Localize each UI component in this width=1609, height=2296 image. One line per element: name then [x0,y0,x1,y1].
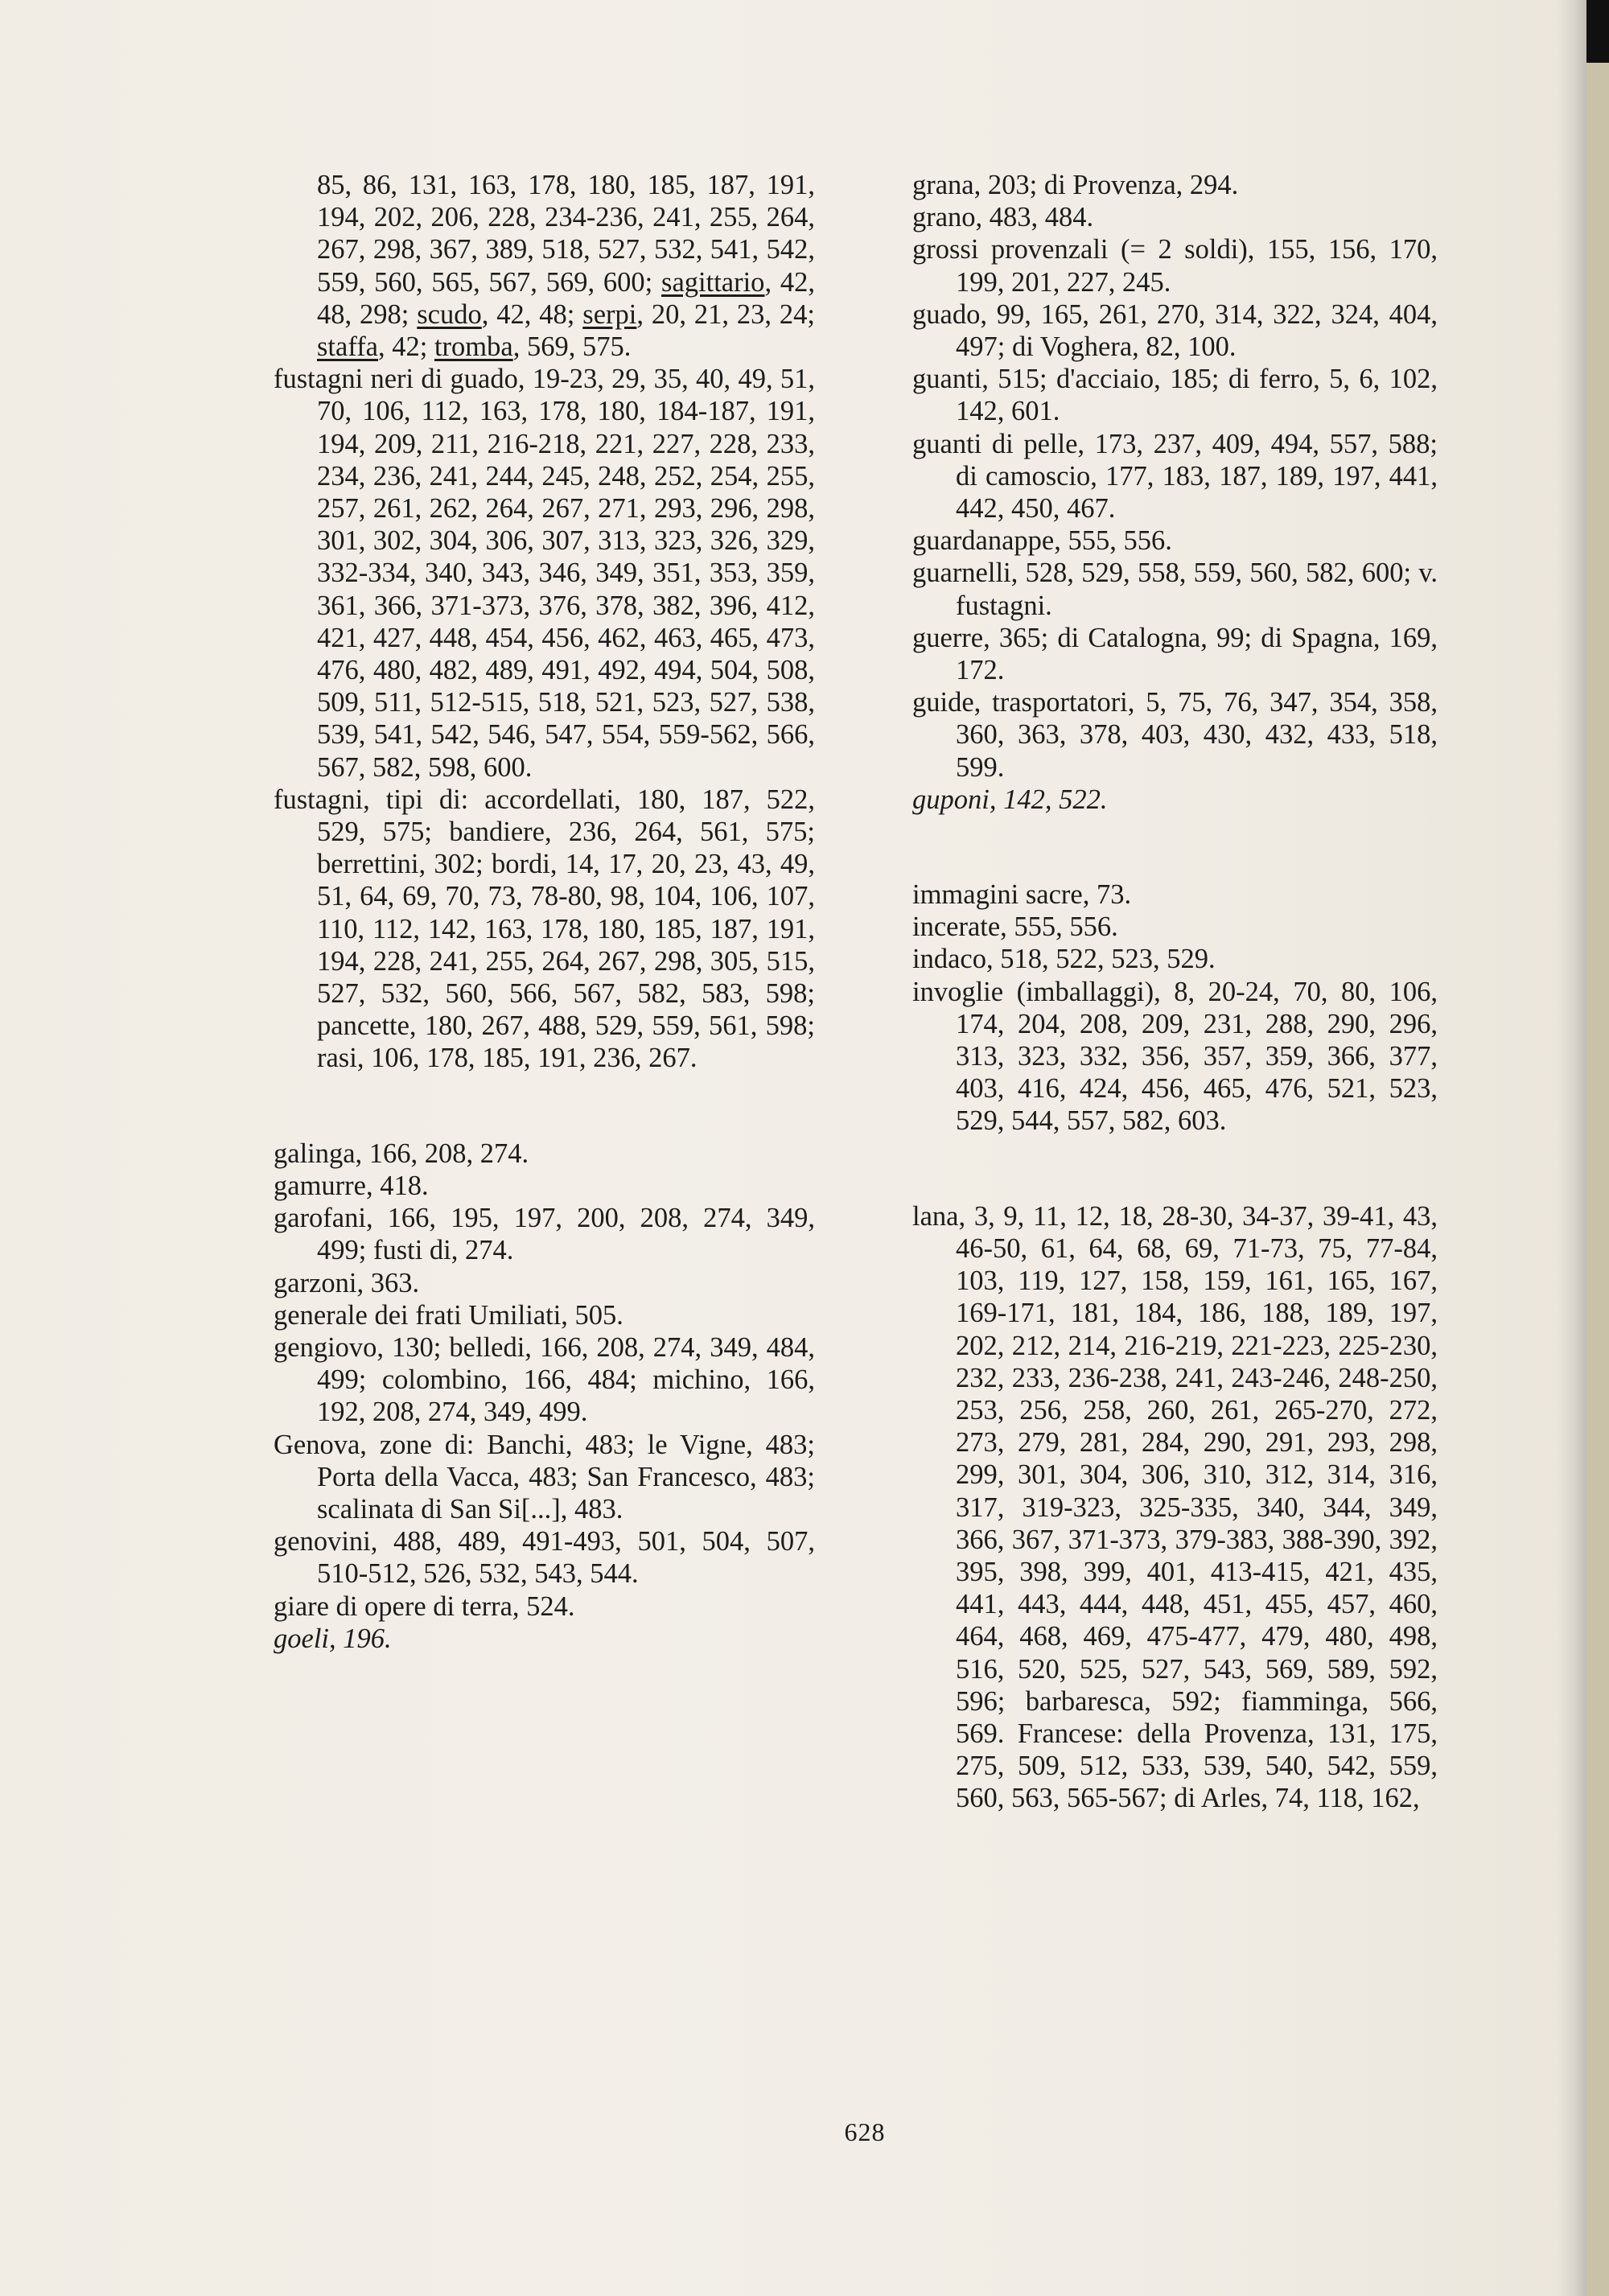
index-entry-grano: grano, 483, 484. [912,202,1094,233]
index-entry-giare: giare di opere di terra, 524. [274,1590,575,1622]
book-edge-dark-corner [1586,0,1609,63]
index-entry-indaco: indaco, 518, 522, 523, 529. [912,944,1216,975]
index-entry-incerate: incerate, 555, 556. [912,911,1118,943]
index-entry-guerre: guerre, 365; di Catalogna, 99; di Spagna, 169, 172. [912,622,1438,686]
index-entry-generale: generale dei frati Umiliati, 505. [274,1299,623,1331]
index-entry-fustagni-neri: fustagni neri di guado, 19-23, 29, 35, 40, 49, 51, 70, 106, 112, 163, 178, 180, 184-187, 191, 194, 209, 211, 216-218, 221, 227, 228, 233, 234, 236, 241, 244, 245, 248, 252, 254, 255, 257, 261, 262, 264, 267, 271, 293, 296, 298, 301, 302, 304, 306, 307, 313, 323, 326, 329, 332-334, 340, 343, 346, 349, 351, 353, 359, 361, 366, 371-373, 376, 378, 382, 396, 412, 421, 427, 448, 454, 456, 462, 463, 465, 473, 476, 480, 482, 489, 491, 492, 494, 504, 508, 509, 511, 512-515, 518, 521, 523, 527, 538, 539, 541, 542, 546, 547, 554, 559-562, 566, 567, 582, 598, 600. [274,364,815,783]
index-entry-lana: lana, 3, 9, 11, 12, 18, 28-30, 34-37, 39-41, 43, 46-50, 61, 64, 68, 69, 71-73, 75, 77-84, 103, 119, 127, 158, 159, 161, 165, 167, 169-171, 181, 184, 186, 188, 189, 197, 202, 212, 214, 216-219, 221-223, 225-230, 232, 233, 236-238, 241, 243-246, 248-250, 253, 256, 258, 260, 261, 265-270, 272, 273, 279, 281, 284, 290, 291, 293, 298, 299, 301, 304, 306, 310, 312, 314, 316, 317, 319-323, 325-335, 340, 344, 349, 366, 367, 371-373, 379-383, 388-390, 392, 395, 398, 399, 401, 413-415, 421, 435, 441, 443, 444, 448, 451, 455, 457, 460, 464, 468, 469, 475-477, 479, 480, 498, 516, 520, 525, 527, 543, 569, 589, 592, 596; barbaresca, 592; fiamminga, 566, 569. Francese: della Provenza, 131, 175, 275, 509, 512, 533, 539, 540, 542, 559, 560, 563, 565-567; di Arles, 74, 118, 162, [912,1200,1438,1814]
index-entry-garofani: garofani, 166, 195, 197, 200, 208, 274, 349, 499; fusti di, 274. [274,1203,815,1266]
index-column-right [912,169,1438,1815]
index-column-left [274,169,815,1655]
index-entry-galinga: galinga, 166, 208, 274. [274,1138,529,1169]
section-gap [912,816,1438,878]
spine-shadow [1557,0,1586,2296]
index-entry-guanti-pelle: guanti di pelle, 173, 237, 409, 494, 557, 588; di camoscio, 177, 183, 187, 189, 197, 441, 442, 450, 467. [912,428,1438,525]
index-subterm-serpi: serpi [582,298,637,330]
index-entry-goeli: goeli, 196. [274,1623,392,1654]
index-entry-genovini: genovini, 488, 489, 491-493, 501, 504, 507, 510-512, 526, 532, 543, 544. [274,1526,815,1590]
index-subterm-tromba: tromba [434,331,513,363]
index-entry-continuation: 85, 86, 131, 163, 178, 180, 185, 187, 191, 194, 202, 206, 228, 234-236, 241, 255, 264, 267, 298, 367, 389, 518, 527, 532, 541, 542, 559, 560, 565, 567, 569, 600; sagittario, 42, 48, 298; scudo, 42, 48; serpi, 20, 21, 23, 24; staffa, 42; tromba, 569, 575. [317,170,815,363]
index-entry-grana: grana, 203; di Provenza, 294. [912,170,1239,200]
index-entry-grossi: grossi provenzali (= 2 soldi), 155, 156, 170, 199, 201, 227, 245. [912,234,1438,298]
section-gap [274,1075,815,1138]
index-entry-guardanappe: guardanappe, 555, 556. [912,525,1172,557]
index-entry-gamurre: gamurre, 418. [274,1170,429,1201]
page-number: 628 [844,2117,886,2146]
index-entry-guado: guado, 99, 165, 261, 270, 314, 322, 324, 404, 497; di Voghera, 82, 100. [912,298,1438,363]
index-entry-garzoni: garzoni, 363. [274,1267,420,1298]
index-entry-guponi: guponi, 142, 522. [912,784,1108,815]
index-entry-invoglie: invoglie (imballaggi), 8, 20-24, 70, 80, 106, 174, 204, 208, 209, 231, 288, 290, 296, 313, 323, 332, 356, 357, 359, 366, 377, 403, 416, 424, 456, 465, 476, 521, 523, 529, 544, 557, 582, 603. [912,976,1438,1137]
index-subterm-sagittario: sagittario [661,266,765,298]
index-entry-gengiovo: gengiovo, 130; belledi, 166, 208, 274, 349, 484, 499; colombino, 166, 484; michino, 166, 192, 208, 274, 349, 499. [274,1331,815,1428]
index-entry-guide: guide, trasportatori, 5, 75, 76, 347, 354, 358, 360, 363, 378, 403, 430, 432, 433, 518, 599. [912,687,1438,783]
index-entry-fustagni-tipi: fustagni, tipi di: accordellati, 180, 187, 522, 529, 575; bandiere, 236, 264, 561, 575; berrettini, 302; bordi, 14, 17, 20, 23, 43, 49, 51, 64, 69, 70, 73, 78-80, 98, 104, 106, 107, 110, 112, 142, 163, 178, 180, 185, 187, 191, 194, 228, 241, 255, 264, 267, 298, 305, 515, 527, 532, 560, 566, 567, 582, 583, 598; pancette, 180, 267, 488, 529, 559, 561, 598; rasi, 106, 178, 185, 191, 236, 267. [274,784,815,1074]
index-entry-guanti: guanti, 515; d'acciaio, 185; di ferro, 5, 6, 102, 142, 601. [912,364,1438,427]
index-subterm-staffa: staffa [317,331,378,363]
section-gap [912,1138,1438,1200]
index-subterm-scudo: scudo [417,298,482,330]
index-entry-immagini: immagini sacre, 73. [912,879,1132,911]
index-entry-guarnelli: guarnelli, 528, 529, 558, 559, 560, 582, 600; v. fustagni. [912,558,1438,621]
book-edge [1586,0,1609,2296]
index-entry-genova: Genova, zone di: Banchi, 483; le Vigne, 483; Porta della Vacca, 483; San Francesco, 483; scalinata di San Si[...], 483. [274,1429,815,1524]
